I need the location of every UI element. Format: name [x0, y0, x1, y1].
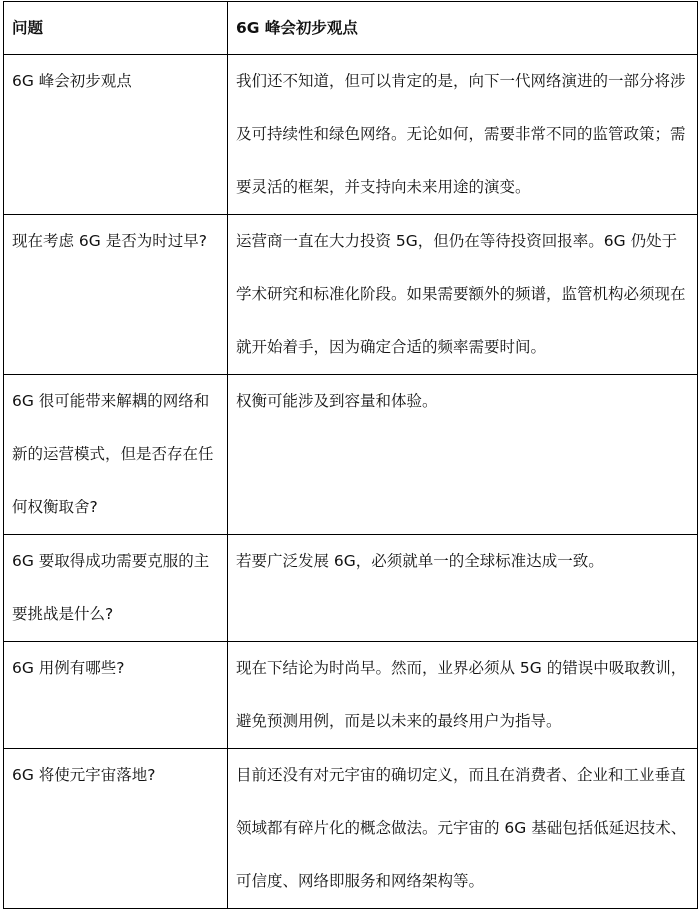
answer-cell: 权衡可能涉及到容量和体验。 [228, 375, 698, 535]
table-row [4, 749, 698, 909]
table-row [4, 535, 698, 642]
answer-cell: 运营商一直在大力投资 5G，但仍在等待投资回报率。6G 仍处于学术研究和标准化阶段。如果需要额外的频谱，监管机构必须现在就开始着手，因为确定合适的频率需要时间。 [228, 215, 698, 375]
table-row [4, 215, 698, 375]
table-body [4, 55, 698, 909]
table-header [4, 2, 698, 55]
header-answer: 6G 峰会初步观点 [228, 2, 698, 55]
question-cell: 现在考虑 6G 是否为时过早? [4, 215, 228, 375]
answer-cell: 目前还没有对元宇宙的确切定义，而且在消费者、企业和工业垂直领域都有碎片化的概念做法。元宇宙的 6G 基础包括低延迟技术、可信度、网络即服务和网络架构等。 [228, 749, 698, 909]
question-cell: 6G 用例有哪些? [4, 642, 228, 749]
qa-table [3, 1, 698, 909]
header-question: 问题 [4, 2, 228, 55]
qa-table-container [3, 1, 697, 909]
table-row [4, 55, 698, 215]
question-cell: 6G 要取得成功需要克服的主要挑战是什么? [4, 535, 228, 642]
answer-cell: 现在下结论为时尚早。然而，业界必须从 5G 的错误中吸取教训，避免预测用例，而是以未来的最终用户为指导。 [228, 642, 698, 749]
question-cell: 6G 将使元宇宙落地? [4, 749, 228, 909]
header-row [4, 2, 698, 55]
answer-cell: 若要广泛发展 6G，必须就单一的全球标准达成一致。 [228, 535, 698, 642]
question-cell: 6G 很可能带来解耦的网络和新的运营模式，但是否存在任何权衡取舍? [4, 375, 228, 535]
table-row [4, 375, 698, 535]
table-row [4, 642, 698, 749]
question-cell: 6G 峰会初步观点 [4, 55, 228, 215]
answer-cell: 我们还不知道，但可以肯定的是，向下一代网络演进的一部分将涉及可持续性和绿色网络。无论如何，需要非常不同的监管政策；需要灵活的框架，并支持向未来用途的演变。 [228, 55, 698, 215]
